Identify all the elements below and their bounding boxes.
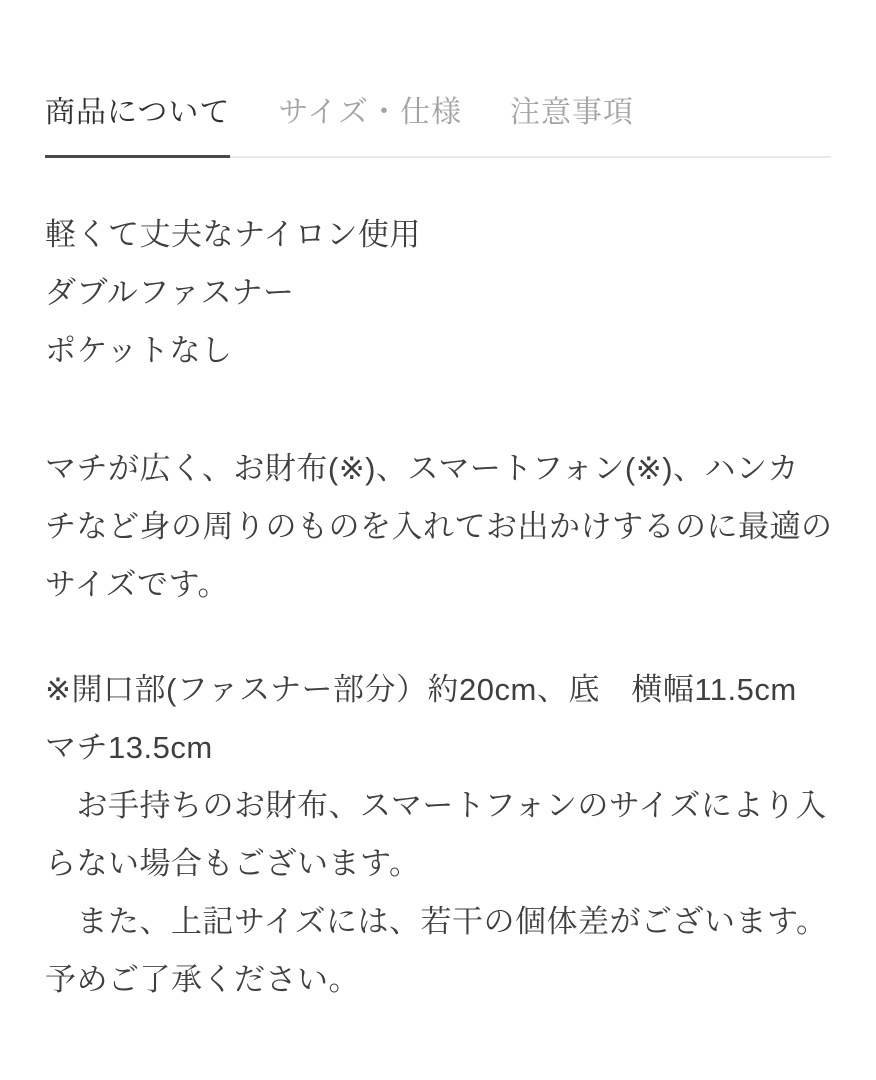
size-note-line-2: マチ13.5cm [45, 730, 213, 765]
usage-line-1: マチが広く、お財布(※)、スマートフォン(※)、ハンカ [45, 451, 800, 486]
size-note-line-5: また、上記サイズには、若干の個体差がございます。 [45, 904, 828, 939]
usage-line-2: チなど身の周りのものを入れてお出かけするのに最適の [45, 509, 833, 544]
size-note-paragraph [45, 661, 831, 1009]
size-note-line-3: お手持ちのお財布、スマートフォンのサイズにより入 [45, 788, 827, 823]
tab-precautions[interactable]: 注意事項 [510, 96, 635, 129]
usage-paragraph [45, 440, 831, 614]
tab-about-product[interactable]: 商品について [45, 98, 230, 156]
feature-line-material: 軽くて丈夫なナイロン使用 [45, 217, 421, 252]
tab-size-specs[interactable]: サイズ・仕様 [278, 96, 463, 129]
size-note-line-4: らない場合もございます。 [45, 846, 421, 881]
size-note-line-6: 予めご了承ください。 [45, 962, 360, 997]
feature-line-zipper: ダブルファスナー [45, 275, 295, 310]
feature-line-pocket: ポケットなし [45, 333, 233, 368]
usage-line-3: サイズです。 [45, 567, 230, 602]
tab-bar [45, 98, 831, 158]
size-note-line-1: ※開口部(ファスナー部分）約20cm、底 横幅11.5cm [45, 672, 797, 707]
feature-list [45, 206, 831, 380]
product-description [45, 206, 831, 1009]
